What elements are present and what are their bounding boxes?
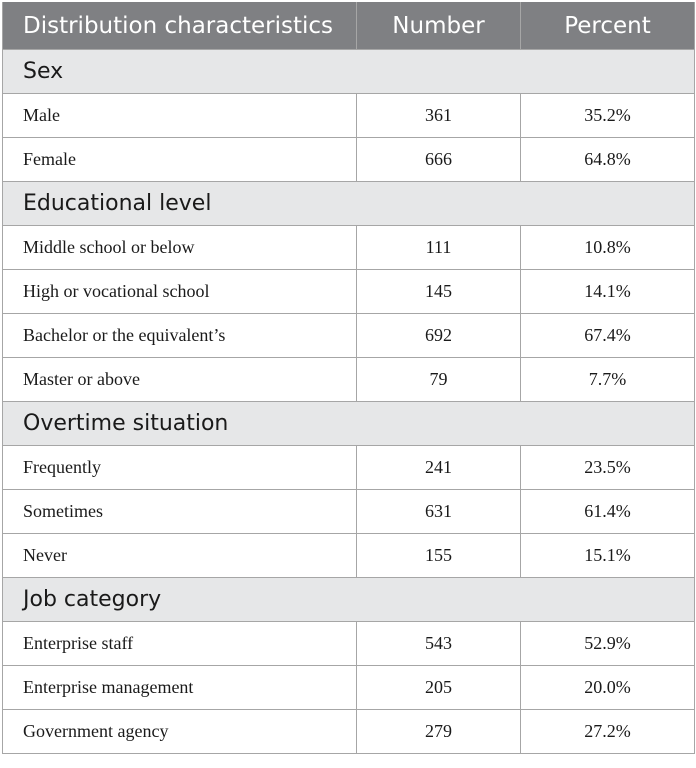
row-label: Middle school or below — [3, 226, 357, 270]
row-percent: 35.2% — [521, 94, 695, 138]
section-title: Sex — [3, 50, 695, 94]
row-label: Government agency — [3, 710, 357, 754]
row-number: 205 — [357, 666, 521, 710]
table-row — [3, 226, 695, 270]
table-row — [3, 358, 695, 402]
header-number: Number — [357, 2, 521, 50]
row-label: Frequently — [3, 446, 357, 490]
table-row — [3, 490, 695, 534]
row-percent: 7.7% — [521, 358, 695, 402]
section-row-educational-level — [3, 182, 695, 226]
row-label: Never — [3, 534, 357, 578]
table-row — [3, 666, 695, 710]
row-percent: 10.8% — [521, 226, 695, 270]
table-row — [3, 314, 695, 358]
row-label: Sometimes — [3, 490, 357, 534]
table-row — [3, 94, 695, 138]
row-number: 631 — [357, 490, 521, 534]
row-number: 241 — [357, 446, 521, 490]
row-percent: 52.9% — [521, 622, 695, 666]
section-row-overtime-situation — [3, 402, 695, 446]
row-number: 111 — [357, 226, 521, 270]
section-row-job-category — [3, 578, 695, 622]
row-percent: 67.4% — [521, 314, 695, 358]
row-percent: 20.0% — [521, 666, 695, 710]
header-percent: Percent — [521, 2, 695, 50]
row-percent: 64.8% — [521, 138, 695, 182]
row-label: Enterprise staff — [3, 622, 357, 666]
table-row — [3, 710, 695, 754]
row-number: 361 — [357, 94, 521, 138]
row-percent: 15.1% — [521, 534, 695, 578]
section-title: Job category — [3, 578, 695, 622]
row-number: 155 — [357, 534, 521, 578]
row-percent: 27.2% — [521, 710, 695, 754]
row-number: 692 — [357, 314, 521, 358]
section-title: Educational level — [3, 182, 695, 226]
table-row — [3, 534, 695, 578]
row-label: Bachelor or the equivalent’s — [3, 314, 357, 358]
row-percent: 14.1% — [521, 270, 695, 314]
row-number: 543 — [357, 622, 521, 666]
distribution-table — [2, 2, 695, 754]
row-label: Female — [3, 138, 357, 182]
section-title: Overtime situation — [3, 402, 695, 446]
row-label: High or vocational school — [3, 270, 357, 314]
table-row — [3, 446, 695, 490]
row-number: 145 — [357, 270, 521, 314]
row-label: Enterprise management — [3, 666, 357, 710]
row-percent: 61.4% — [521, 490, 695, 534]
section-row-sex — [3, 50, 695, 94]
header-distribution-characteristics: Distribution characteristics — [3, 2, 357, 50]
row-number: 279 — [357, 710, 521, 754]
row-number: 79 — [357, 358, 521, 402]
row-label: Master or above — [3, 358, 357, 402]
table-row — [3, 622, 695, 666]
row-percent: 23.5% — [521, 446, 695, 490]
row-number: 666 — [357, 138, 521, 182]
table-row — [3, 270, 695, 314]
row-label: Male — [3, 94, 357, 138]
table-header-row — [3, 2, 695, 50]
table-row — [3, 138, 695, 182]
